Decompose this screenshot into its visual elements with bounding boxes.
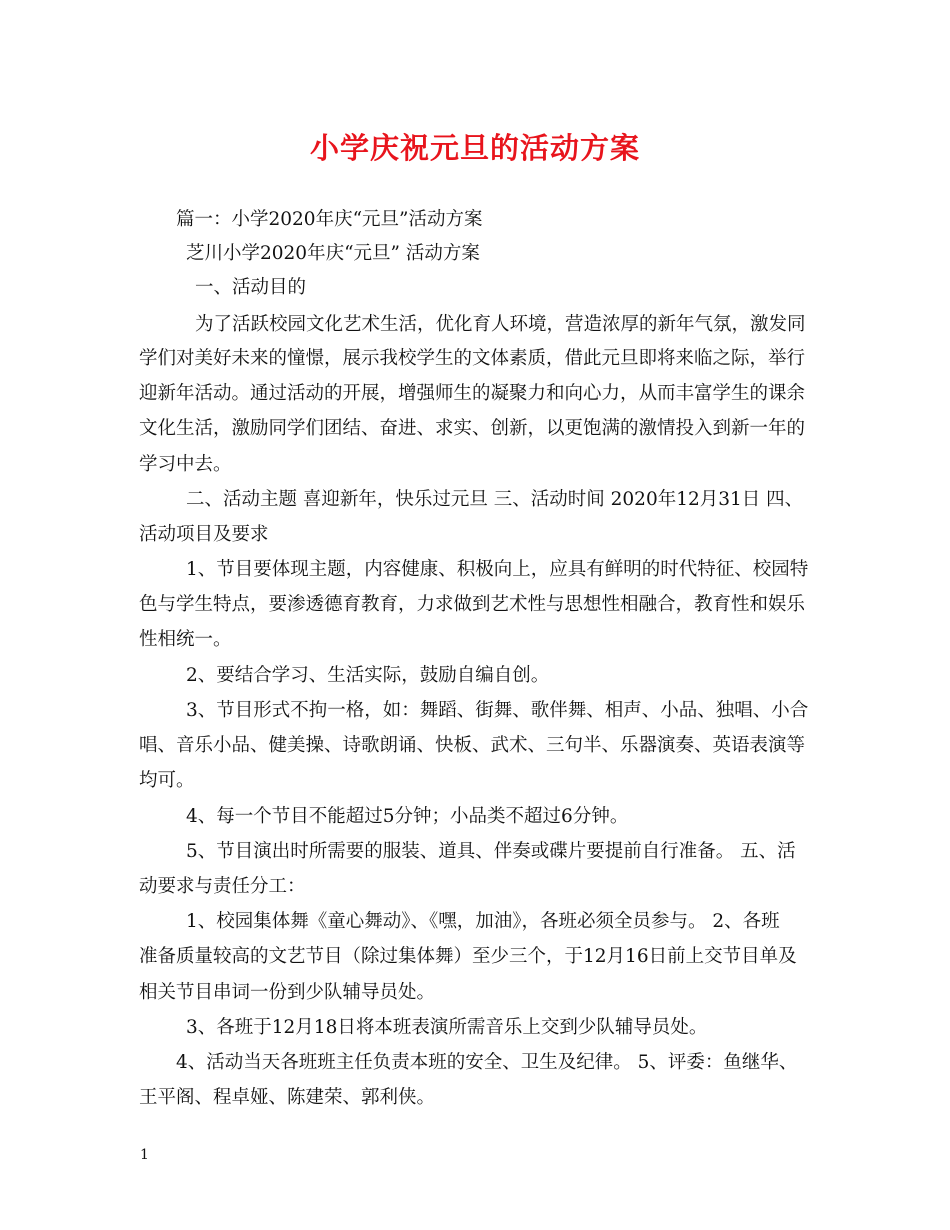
text-line: 3、节目形式不拘一格，如：舞蹈、街舞、歌伴舞、相声、小品、独唱、小合 [186,700,809,721]
text-line: 篇一：小学2020年庆“元旦”活动方案 [176,209,483,230]
text-line: 均可。 [139,770,195,791]
text-line: 王平阁、程卓娅、陈建荣、郭利侠。 [139,1087,436,1108]
text-line: 4、每一个节目不能超过5分钟；小品类不超过6分钟。 [186,806,629,827]
text-line: 学们对美好未来的憧憬，展示我校学生的文体素质，借此元旦即将来临之际，举行 [139,348,806,369]
text-line: 活动项目及要求 [139,524,269,545]
text-line: 5、节目演出时所需要的服装、道具、伴奏或碟片要提前自行准备。 五、活 [186,841,796,862]
text-line: 1、校园集体舞《童心舞动》、《嘿，加油》，各班必须全员参与。 2、各班 [186,911,780,932]
text-line: 4、活动当天各班班主任负责本班的安全、卫生及纪律。 5、评委：鱼继华、 [176,1052,798,1073]
text-line: 二、活动主题 喜迎新年，快乐过元旦 三、活动时间 2020年12月31日 四、 [186,489,804,510]
text-line: 为了活跃校园文化艺术生活，优化育人环境，营造浓厚的新年气氛，激发同 [195,314,806,335]
text-line: 芝川小学2020年庆“元旦” 活动方案 [186,243,480,264]
page-number: 1 [140,1147,149,1163]
text-line: 一、活动目的 [195,277,307,298]
text-line: 3、各班于12月18日将本班表演所需音乐上交到少队辅导员处。 [186,1017,708,1038]
text-line: 性相统一。 [139,629,232,650]
text-line: 相关节目串词一份到少队辅导员处。 [139,982,436,1003]
text-line: 准备质量较高的文艺节目（除过集体舞）至少三个，于12月16日前上交节目单及 [139,946,797,967]
text-line: 色与学生特点，要渗透德育教育，力求做到艺术性与思想性相融合，教育性和娱乐 [139,594,806,615]
text-line: 唱、音乐小品、健美操、诗歌朗诵、快板、武术、三句半、乐器演奏、英语表演等 [139,735,806,756]
text-line: 学习中去。 [139,454,232,475]
text-line: 文化生活，激励同学们团结、奋进、求实、创新，以更饱满的激情投入到新一年的 [139,418,806,439]
text-line: 1、节目要体现主题，内容健康、积极向上，应具有鲜明的时代特征、校园特 [186,559,809,580]
text-line: 动要求与责任分工： [139,876,306,897]
document-title: 小学庆祝元旦的活动方案 [309,131,640,165]
text-line: 2、要结合学习、生活实际，鼓励自编自创。 [186,665,550,686]
text-line: 迎新年活动。通过活动的开展，增强师生的凝聚力和向心力，从而丰富学生的课余 [139,383,806,404]
